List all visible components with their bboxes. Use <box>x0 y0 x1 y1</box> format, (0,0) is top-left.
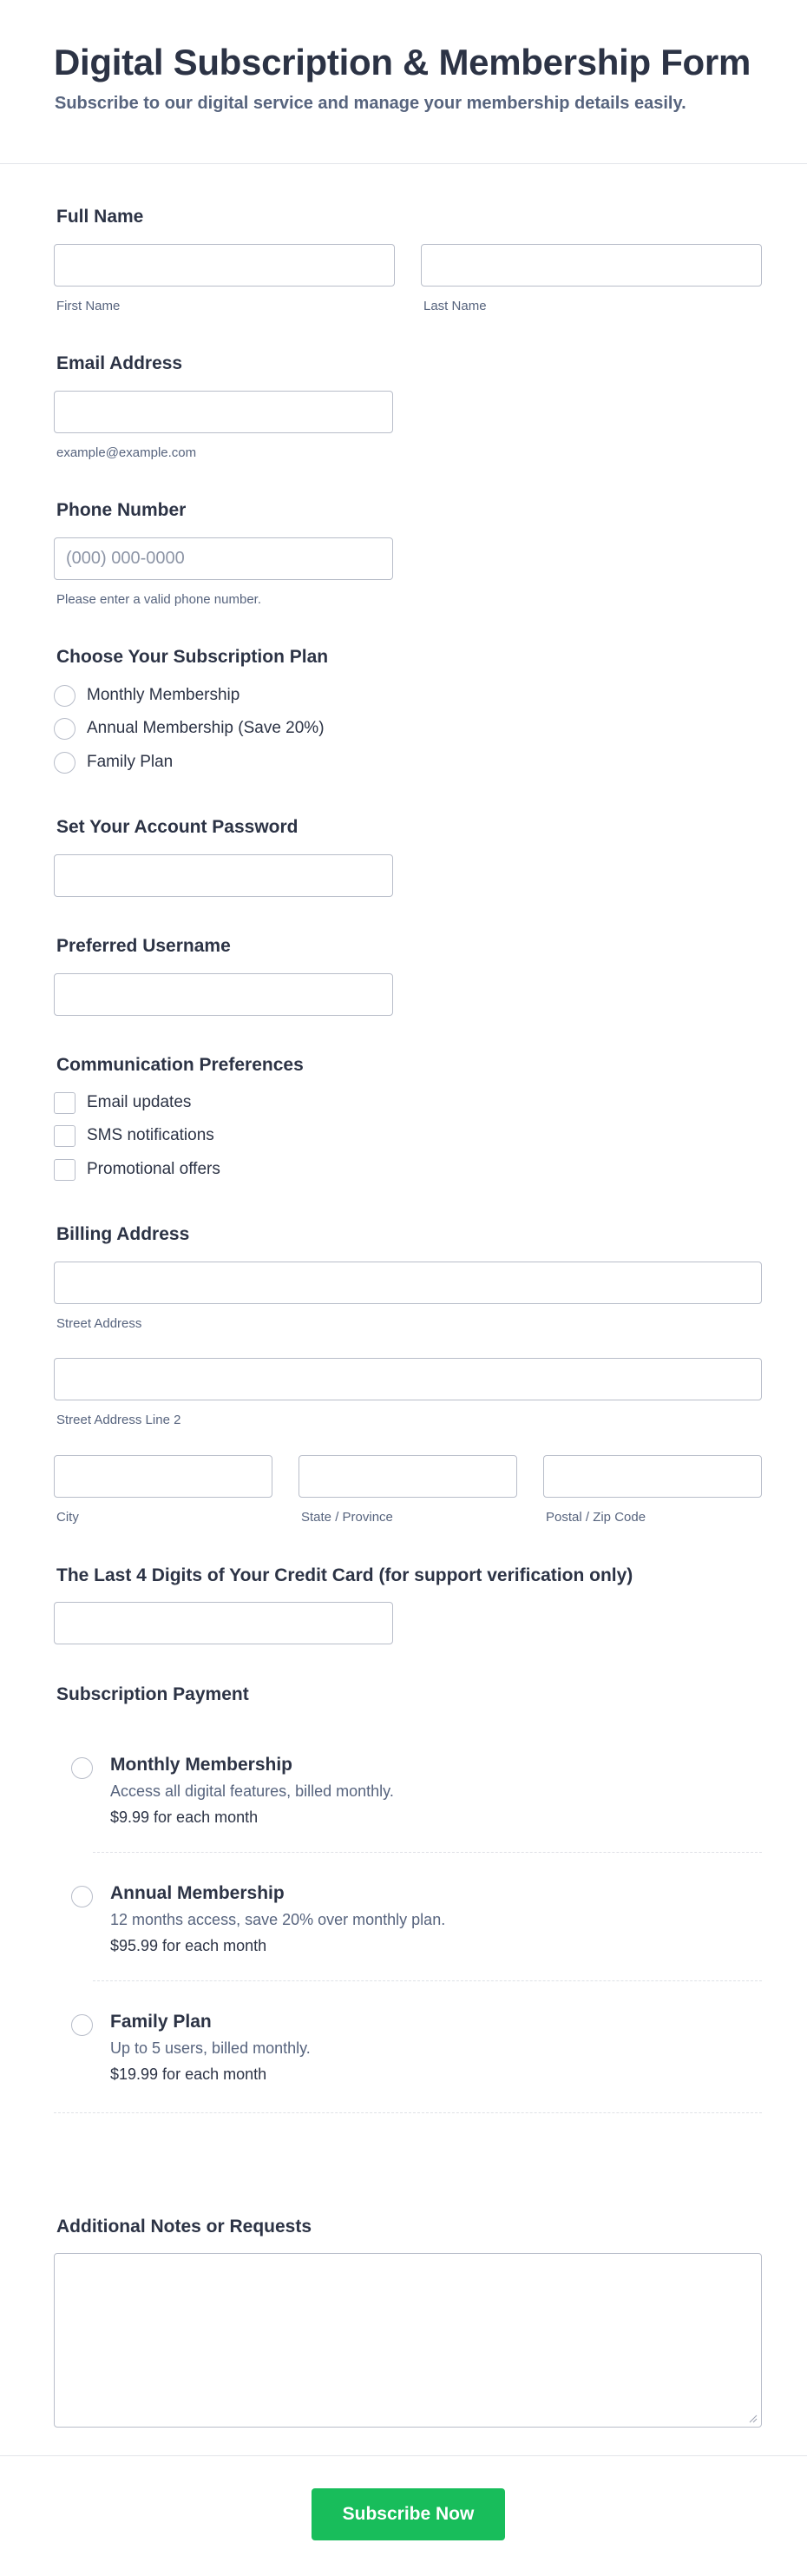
payment-divider <box>93 1852 762 1853</box>
card-digits-label: The Last 4 Digits of Your Credit Card (for support verification only) <box>56 1565 633 1585</box>
payment-label: Subscription Payment <box>56 1684 249 1704</box>
city-input[interactable] <box>54 1455 272 1498</box>
payment-product-name: Annual Membership <box>110 1883 285 1903</box>
payment-divider <box>54 2112 762 2113</box>
option-email-updates: Email updates <box>87 1093 192 1111</box>
payment-product-description: Up to 5 users, billed monthly. <box>110 2039 311 2057</box>
resize-grip-icon[interactable] <box>749 2415 758 2423</box>
billing-label: Billing Address <box>56 1224 190 1244</box>
plan-radio-annual[interactable] <box>54 718 75 740</box>
payment-product-description: Access all digital features, billed monthly. <box>110 1782 394 1800</box>
first-name-sublabel: First Name <box>56 299 121 313</box>
plan-option-family: Family Plan <box>87 753 174 771</box>
phone-sublabel: Please enter a valid phone number. <box>56 592 261 607</box>
password-input[interactable] <box>54 854 393 897</box>
payment-product-name: Family Plan <box>110 2012 212 2032</box>
payment-product-price: $9.99 for each month <box>110 1808 259 1826</box>
payment-divider <box>93 1980 762 1981</box>
payment-radio-annual[interactable] <box>71 1886 93 1907</box>
checkbox-email-updates[interactable] <box>54 1092 75 1114</box>
city-sublabel: City <box>56 1510 79 1525</box>
email-label: Email Address <box>56 353 183 373</box>
full-name-label: Full Name <box>56 207 144 227</box>
email-sublabel: example@example.com <box>56 445 197 460</box>
payment-product-name: Monthly Membership <box>110 1755 293 1775</box>
checkbox-promotional-offers[interactable] <box>54 1159 75 1181</box>
street-address-2-sublabel: Street Address Line 2 <box>56 1413 181 1427</box>
state-input[interactable] <box>299 1455 517 1498</box>
payment-product-description: 12 months access, save 20% over monthly plan. <box>110 1911 446 1928</box>
phone-input[interactable] <box>54 537 393 580</box>
header-divider <box>0 163 807 164</box>
first-name-input[interactable] <box>54 244 395 287</box>
card-digits-input[interactable] <box>54 1602 393 1644</box>
zip-input[interactable] <box>543 1455 762 1498</box>
page-subtitle: Subscribe to our digital service and manage your membership details easily. <box>55 94 686 113</box>
plan-option-monthly: Monthly Membership <box>87 686 240 704</box>
email-input[interactable] <box>54 391 393 433</box>
street-address-sublabel: Street Address <box>56 1316 142 1331</box>
state-sublabel: State / Province <box>301 1510 393 1525</box>
street-address-input[interactable] <box>54 1262 762 1304</box>
checkbox-sms-notifications[interactable] <box>54 1125 75 1147</box>
phone-placeholder: (000) 000-0000 <box>66 549 185 568</box>
phone-label: Phone Number <box>56 500 187 520</box>
payment-product-price: $95.99 for each month <box>110 1937 267 1954</box>
username-input[interactable] <box>54 973 393 1016</box>
notes-textarea[interactable] <box>54 2253 762 2428</box>
last-name-sublabel: Last Name <box>423 299 487 313</box>
plan-radio-monthly[interactable] <box>54 685 75 707</box>
plan-label: Choose Your Subscription Plan <box>56 647 329 667</box>
street-address-2-input[interactable] <box>54 1358 762 1400</box>
last-name-input[interactable] <box>421 244 762 287</box>
payment-radio-monthly[interactable] <box>71 1757 93 1779</box>
payment-radio-family[interactable] <box>71 2014 93 2036</box>
communication-label: Communication Preferences <box>56 1055 304 1075</box>
option-sms-notifications: SMS notifications <box>87 1126 214 1144</box>
page-title: Digital Subscription & Membership Form <box>54 42 751 82</box>
subscribe-button[interactable]: Subscribe Now <box>312 2488 505 2540</box>
notes-label: Additional Notes or Requests <box>56 2217 312 2237</box>
password-label: Set Your Account Password <box>56 817 299 837</box>
plan-radio-family[interactable] <box>54 752 75 774</box>
footer-divider <box>0 2455 807 2456</box>
plan-option-annual: Annual Membership (Save 20%) <box>87 719 325 737</box>
username-label: Preferred Username <box>56 936 231 956</box>
payment-product-price: $19.99 for each month <box>110 2065 267 2083</box>
zip-sublabel: Postal / Zip Code <box>546 1510 646 1525</box>
option-promotional-offers: Promotional offers <box>87 1160 220 1178</box>
